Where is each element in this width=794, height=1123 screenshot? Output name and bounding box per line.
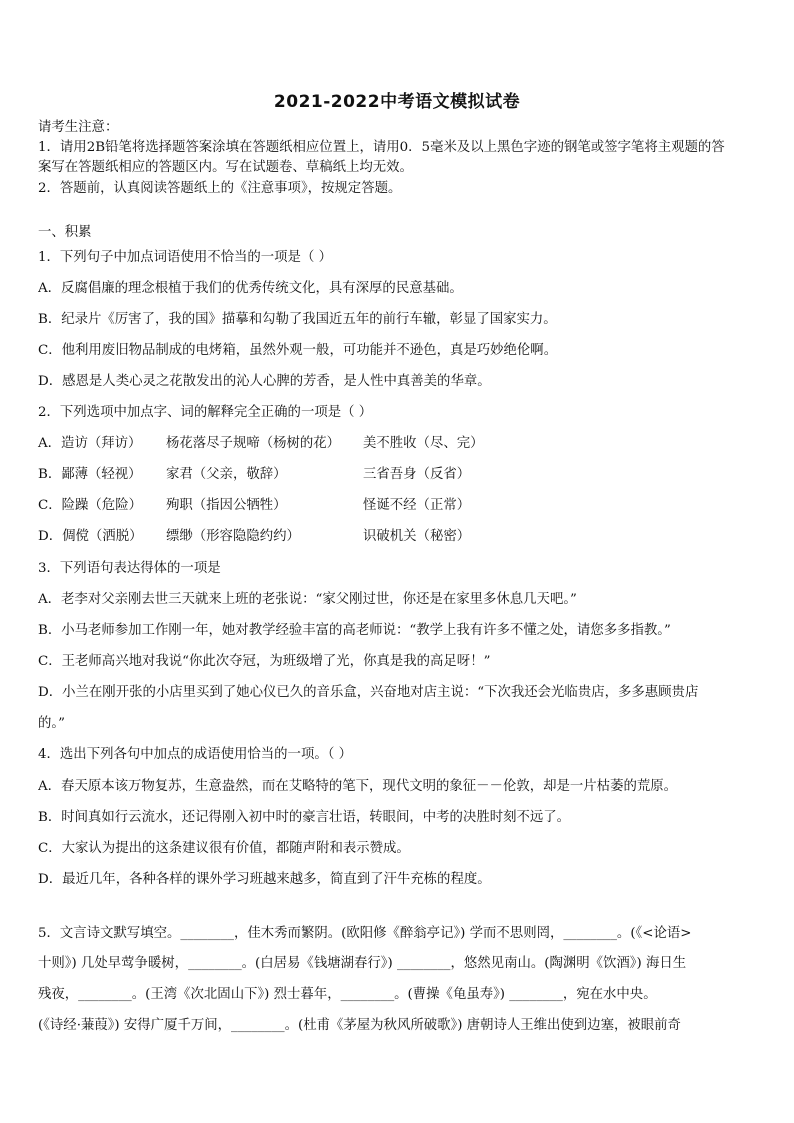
q2-cell: 杨花落尽子规啼（杨树的花） xyxy=(166,436,341,451)
q2-cell: 三省吾身（反省） xyxy=(363,467,471,482)
notice-heading: 请考生注意： xyxy=(38,120,119,135)
q3-option-b: B．小马老师参加工作刚一年，她对教学经验丰富的高老师说：“教学上我有许多不懂之处，请您多多指教。” xyxy=(38,623,671,638)
q3-option-d-cont: 的。” xyxy=(38,716,65,731)
q2-cell: 怪诞不经（正常） xyxy=(363,498,471,513)
notice-line-1b: 案写在答题纸相应的答题区内。写在试题卷、草稿纸上均无效。 xyxy=(38,160,413,175)
q2-cell: 美不胜收（尽、完） xyxy=(363,436,484,451)
q5-line-3: 残夜，________。(王湾《次北固山下》) 烈士暮年，________。(曹操《龟虽寿》) ________，宛在水中央。 xyxy=(38,987,657,1002)
notice-line-2: 2．答题前，认真阅读答题纸上的《注意事项》，按规定答题。 xyxy=(38,181,402,196)
q2-cell: 家君（父亲，敬辞） xyxy=(166,467,287,482)
notice-line-1: 1．请用2B铅笔将选择题答案涂填在答题纸相应位置上，请用0．5毫米及以上黑色字迹的钢笔或签字笔将主观题的答 xyxy=(38,140,725,155)
q5-line-2: 十则》) 几处早莺争暖树，________。(白居易《钱塘湖春行》) ________，悠然见南山。(陶渊明《饮酒》) 海日生 xyxy=(38,956,687,971)
q4-option-c: C．大家认为提出的这条建议很有价值，都随声附和表示赞成。 xyxy=(38,841,410,856)
q2-cell: C．险躁（危险） xyxy=(38,498,142,513)
q1-option-b: B．纪录片《厉害了，我的国》描摹和勾勒了我国近五年的前行车辙，彰显了国家实力。 xyxy=(38,312,557,327)
q3-stem: 3．下列语句表达得体的一项是 xyxy=(38,561,221,576)
q2-cell: 识破机关（秘密） xyxy=(363,529,471,544)
q3-option-d: D．小兰在刚开张的小店里买到了她心仪已久的音乐盒，兴奋地对店主说：“下次我还会光临贵店，多多惠顾贵店 xyxy=(38,685,699,700)
q1-option-c: C．他利用废旧物品制成的电烤箱，虽然外观一般，可功能并不逊色，真是巧妙绝伦啊。 xyxy=(38,343,558,358)
q1-stem: 1．下列句子中加点词语使用不恰当的一项是（ ） xyxy=(38,250,332,265)
q2-cell: D．倜傥（洒脱） xyxy=(38,529,143,544)
q3-option-c: C．王老师高兴地对我说“你此次夺冠，为班级增了光，你真是我的高足呀！” xyxy=(38,654,491,669)
q5-line-1: 5．文言诗文默写填空。________，佳木秀而繁阴。(欧阳修《醉翁亭记》) 学而不思则罔，________。(《<论语> xyxy=(38,926,692,941)
q2-cell: A．造访（拜访） xyxy=(38,436,142,451)
section-heading: 一、积累 xyxy=(38,225,92,240)
q4-option-a: A．春天原本该万物复苏，生意盎然，而在艾略特的笔下，现代文明的象征－－伦敦，却是一片枯萎的荒原。 xyxy=(38,779,678,794)
page-title: 2021-2022中考语文模拟试卷 xyxy=(273,92,521,112)
q4-option-d: D．最近几年，各种各样的课外学习班越来越多，简直到了汗牛充栋的程度。 xyxy=(38,872,491,887)
q3-option-a: A．老李对父亲刚去世三天就来上班的老张说：“家父刚过世，你还是在家里多休息几天吧。” xyxy=(38,592,577,607)
q1-option-a: A．反腐倡廉的理念根植于我们的优秀传统文化，具有深厚的民意基础。 xyxy=(38,281,463,296)
q2-cell: 缥缈（形容隐隐约约） xyxy=(166,529,300,544)
q2-cell: B．鄙薄（轻视） xyxy=(38,467,142,482)
q2-stem: 2．下列选项中加点字、词的解释完全正确的一项是（ ） xyxy=(38,405,373,420)
q2-cell: 殉职（指因公牺牲） xyxy=(166,498,287,513)
q5-line-4: (《诗经·蒹葭》) 安得广厦千万间，________。(杜甫《茅屋为秋风所破歌》) 唐朝诗人王维出使到边塞，被眼前奇 xyxy=(38,1018,681,1033)
q4-stem: 4．选出下列各句中加点的成语使用恰当的一项。（ ） xyxy=(38,747,353,762)
q1-option-d: D．感恩是人类心灵之花散发出的沁人心脾的芳香，是人性中真善美的华章。 xyxy=(38,374,491,389)
q4-option-b: B．时间真如行云流水，还记得刚入初中时的豪言壮语，转眼间，中考的决胜时刻不远了。 xyxy=(38,810,571,825)
